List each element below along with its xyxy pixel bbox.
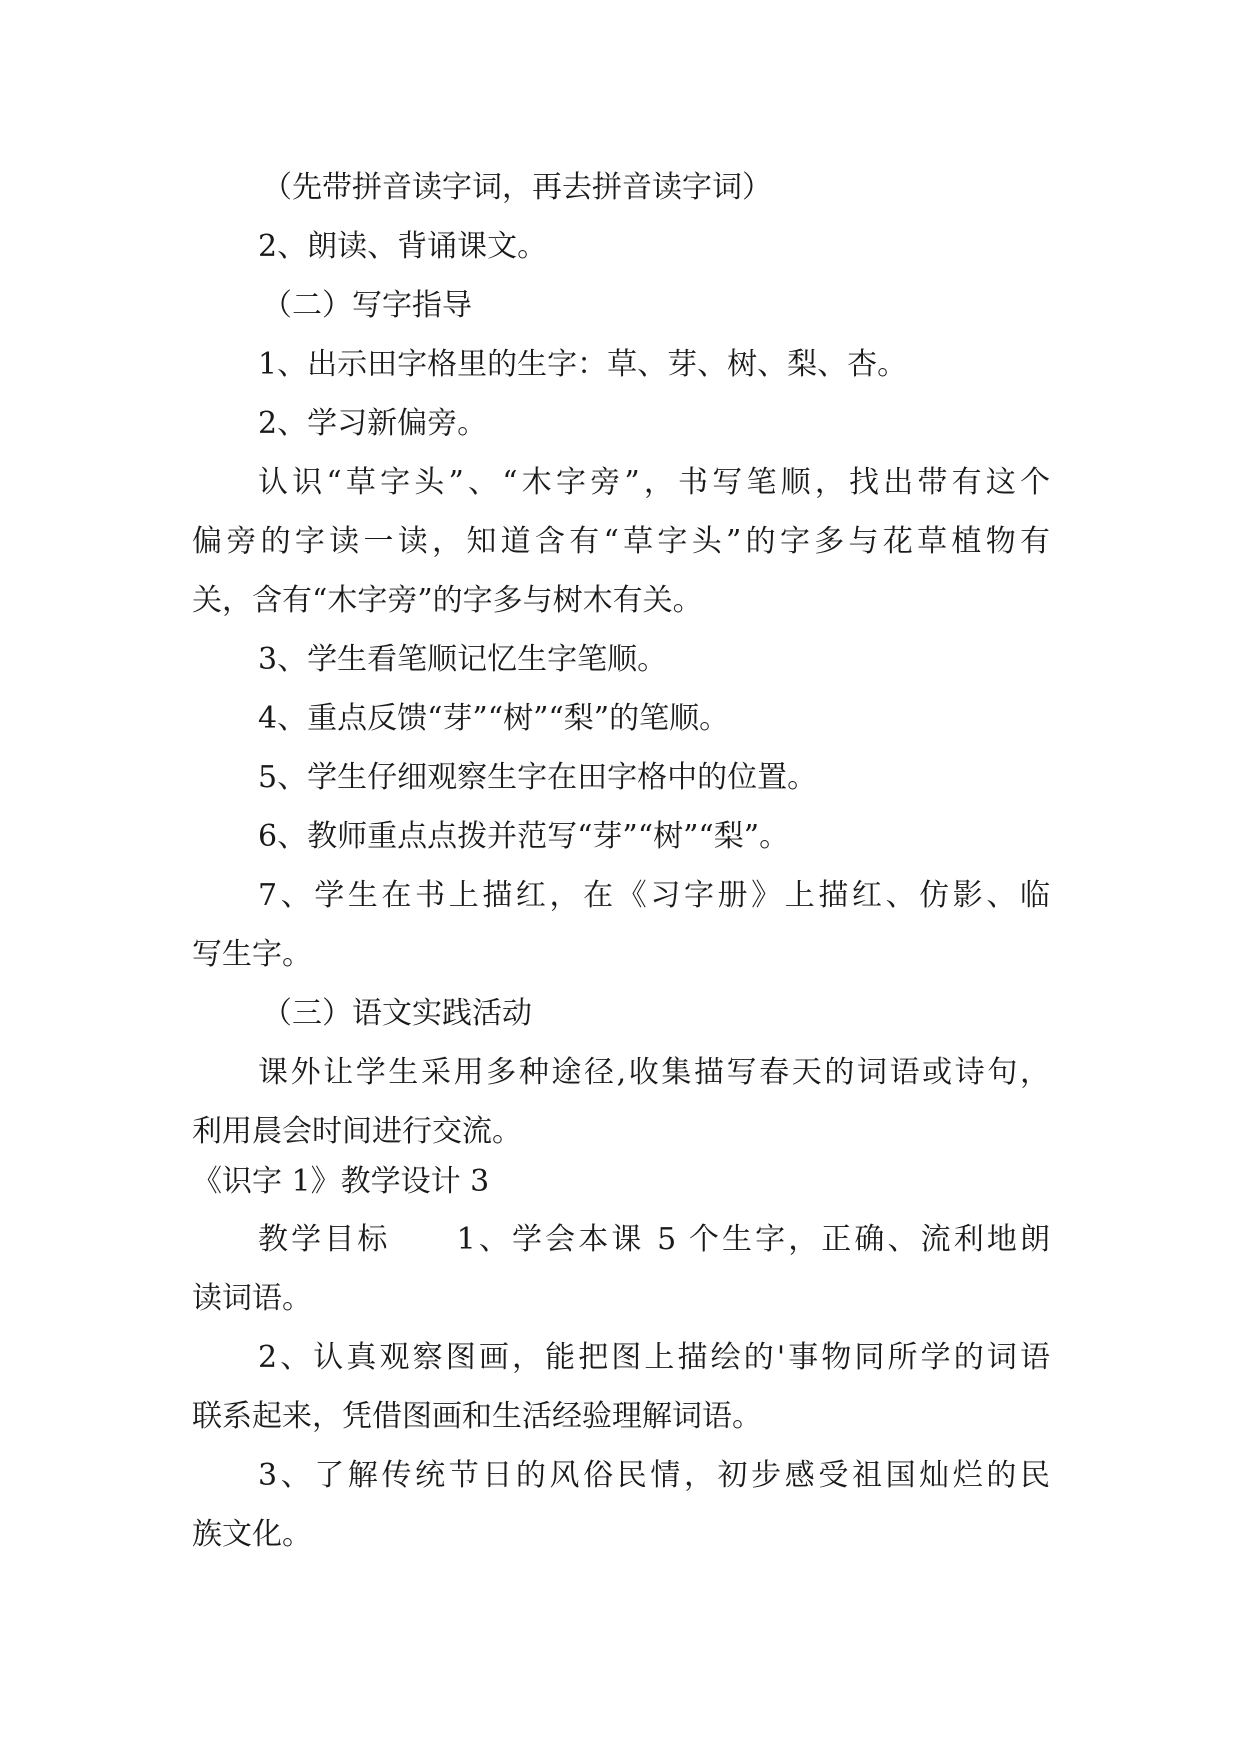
- paragraph-line: 3、了解传统节日的风俗民情，初步感受祖国灿烂的民: [258, 1458, 1050, 1493]
- paragraph-line: 利用晨会时间进行交流。: [192, 1114, 522, 1149]
- paragraph-line: 族文化。: [192, 1517, 312, 1552]
- paragraph-line: 3、学生看笔顺记忆生字笔顺。: [258, 642, 668, 677]
- paragraph-line: 写生字。: [192, 937, 312, 972]
- paragraph-line: 联系起来，凭借图画和生活经验理解词语。: [192, 1399, 762, 1434]
- section-heading: （二）写字指导: [262, 288, 472, 323]
- paragraph-line: 7、学生在书上描红，在《习字册》上描红、仿影、临: [258, 878, 1050, 913]
- section-heading: （三）语文实践活动: [262, 996, 532, 1031]
- paragraph-line: 读词语。: [192, 1281, 312, 1316]
- paragraph-line: 2、认真观察图画，能把图上描绘的'事物同所学的词语: [258, 1340, 1050, 1375]
- paragraph-line: 偏旁的字读一读，知道含有“草字头”的字多与花草植物有: [192, 524, 1050, 559]
- paragraph-line: 课外让学生采用多种途径,收集描写春天的词语或诗句，: [258, 1055, 1050, 1090]
- paragraph-line: 关，含有“木字旁”的字多与树木有关。: [192, 583, 703, 618]
- document-title: 《识字 1》教学设计 3: [192, 1164, 490, 1199]
- paragraph-line: 2、学习新偏旁。: [258, 406, 488, 441]
- paragraph-line: 6、教师重点点拨并范写“芽”“树”“梨”。: [258, 819, 790, 854]
- paragraph-line: （先带拼音读字词，再去拼音读字词）: [262, 170, 772, 205]
- paragraph-line: 1、出示田字格里的生字：草、芽、树、梨、杏。: [258, 347, 908, 382]
- paragraph-line: 2、朗读、背诵课文。: [258, 229, 548, 264]
- paragraph-line: 5、学生仔细观察生字在田字格中的位置。: [258, 760, 818, 795]
- paragraph-line: 教学目标 1、学会本课 5 个生字，正确、流利地朗: [258, 1222, 1050, 1257]
- paragraph-line: 4、重点反馈“芽”“树”“梨”的笔顺。: [258, 701, 730, 736]
- paragraph-line: 认识“草字头”、“木字旁”，书写笔顺，找出带有这个: [258, 465, 1050, 500]
